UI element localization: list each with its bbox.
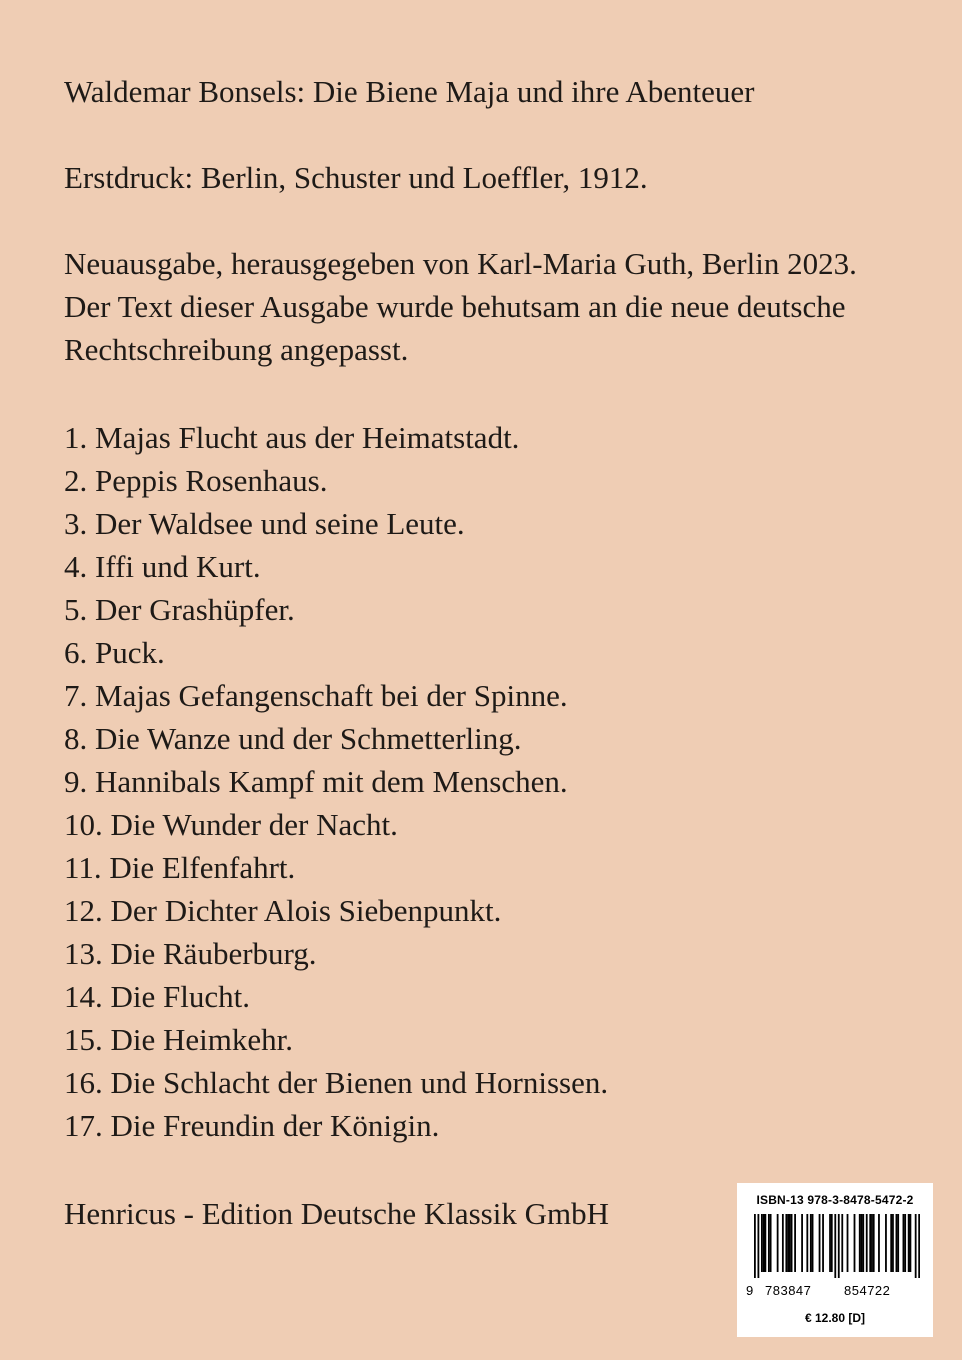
isbn-number: ISBN-13 978-3-8478-5472-2 bbox=[756, 1193, 914, 1207]
barcode-bar bbox=[878, 1214, 880, 1272]
edition-line: Der Text dieser Ausgabe wurde behutsam an die neue deutsche bbox=[64, 289, 846, 324]
barcode-bar bbox=[819, 1214, 821, 1272]
barcode-bar bbox=[782, 1214, 784, 1272]
barcode-bar bbox=[873, 1214, 875, 1272]
barcode-bar bbox=[834, 1214, 836, 1278]
barcode-bar bbox=[791, 1214, 793, 1272]
barcode-bar bbox=[754, 1214, 756, 1278]
chapter-item: 14. Die Flucht. bbox=[64, 979, 250, 1014]
barcode-bar bbox=[892, 1214, 894, 1272]
barcode-bars bbox=[754, 1214, 920, 1278]
barcode-bar bbox=[854, 1214, 856, 1272]
barcode-bar bbox=[838, 1214, 840, 1278]
barcode-digits-right: 854722 bbox=[844, 1283, 891, 1298]
chapter-item: 9. Hannibals Kampf mit dem Menschen. bbox=[64, 764, 568, 799]
barcode-bar bbox=[861, 1214, 863, 1272]
chapter-item: 13. Die Räuberburg. bbox=[64, 936, 317, 971]
chapter-item: 12. Der Dichter Alois Siebenpunkt. bbox=[64, 893, 502, 928]
chapter-item: 8. Die Wanze und der Schmetterling. bbox=[64, 721, 522, 756]
barcode-bar bbox=[763, 1214, 765, 1272]
barcode-bar bbox=[908, 1214, 910, 1272]
barcode-bar bbox=[885, 1214, 887, 1272]
barcode-bar bbox=[890, 1214, 892, 1272]
barcode-bar bbox=[785, 1214, 787, 1272]
chapter-item: 5. Der Grashüpfer. bbox=[64, 592, 295, 627]
edition-line: Rechtschreibung angepasst. bbox=[64, 332, 409, 367]
barcode-bar bbox=[862, 1214, 864, 1272]
barcode-bar bbox=[761, 1214, 763, 1272]
chapter-item: 15. Die Heimkehr. bbox=[64, 1022, 294, 1057]
author-title: Waldemar Bonsels: Die Biene Maja und ihre Abenteuer bbox=[64, 74, 755, 109]
barcode-digit-first: 9 bbox=[746, 1283, 754, 1298]
price-label: € 12.80 [D] bbox=[804, 1311, 866, 1325]
barcode-bar bbox=[777, 1214, 779, 1272]
barcode-bar bbox=[794, 1214, 796, 1272]
barcode-bar bbox=[841, 1214, 843, 1272]
barcode-bar bbox=[787, 1214, 789, 1272]
publisher: Henricus - Edition Deutsche Klassik GmbH bbox=[64, 1196, 609, 1231]
barcode-bar bbox=[910, 1214, 912, 1272]
barcode-bar bbox=[789, 1214, 791, 1272]
barcode-bar bbox=[866, 1214, 868, 1272]
chapter-item: 11. Die Elfenfahrt. bbox=[64, 850, 296, 885]
chapter-item: 7. Majas Gefangenschaft bei der Spinne. bbox=[64, 678, 568, 713]
barcode-bar bbox=[812, 1214, 814, 1272]
isbn-barcode-label bbox=[737, 1183, 933, 1337]
chapter-item: 2. Peppis Rosenhaus. bbox=[64, 463, 328, 498]
chapter-item: 6. Puck. bbox=[64, 635, 165, 670]
chapter-item: 3. Der Waldsee und seine Leute. bbox=[64, 506, 465, 541]
edition-notes bbox=[64, 242, 857, 371]
barcode-bar bbox=[859, 1214, 861, 1272]
chapter-list bbox=[64, 416, 608, 1147]
first-print-note: Erstdruck: Berlin, Schuster und Loeffler, 1912. bbox=[64, 160, 648, 195]
chapter-item: 16. Die Schlacht der Bienen und Hornissen. bbox=[64, 1065, 609, 1100]
barcode-bar bbox=[806, 1214, 808, 1272]
barcode-bar bbox=[847, 1214, 849, 1272]
barcode-bar bbox=[871, 1214, 873, 1272]
barcode-bar bbox=[896, 1214, 898, 1272]
barcode-bar bbox=[810, 1214, 812, 1272]
chapter-item: 1. Majas Flucht aus der Heimatstadt. bbox=[64, 420, 520, 455]
edition-line: Neuausgabe, herausgegeben von Karl-Maria Guth, Berlin 2023. bbox=[64, 246, 857, 281]
barcode-bar bbox=[869, 1214, 871, 1272]
chapter-item: 17. Die Freundin der Königin. bbox=[64, 1108, 440, 1143]
chapter-item: 10. Die Wunder der Nacht. bbox=[64, 807, 398, 842]
barcode-bar bbox=[822, 1214, 824, 1272]
barcode-bar bbox=[915, 1214, 917, 1278]
barcode-bar bbox=[904, 1214, 906, 1272]
barcode-bar bbox=[918, 1214, 920, 1278]
barcode-bar bbox=[801, 1214, 803, 1272]
barcode-bar bbox=[764, 1214, 766, 1272]
barcode-bar bbox=[831, 1214, 833, 1272]
barcode-bar bbox=[768, 1214, 770, 1272]
barcode-bar bbox=[829, 1214, 831, 1272]
barcode-bar bbox=[897, 1214, 899, 1272]
barcode-bar bbox=[757, 1214, 759, 1278]
barcode-bar bbox=[770, 1214, 772, 1272]
chapter-item: 4. Iffi und Kurt. bbox=[64, 549, 261, 584]
barcode-digits-left: 783847 bbox=[765, 1283, 812, 1298]
barcode-bar bbox=[903, 1214, 905, 1272]
